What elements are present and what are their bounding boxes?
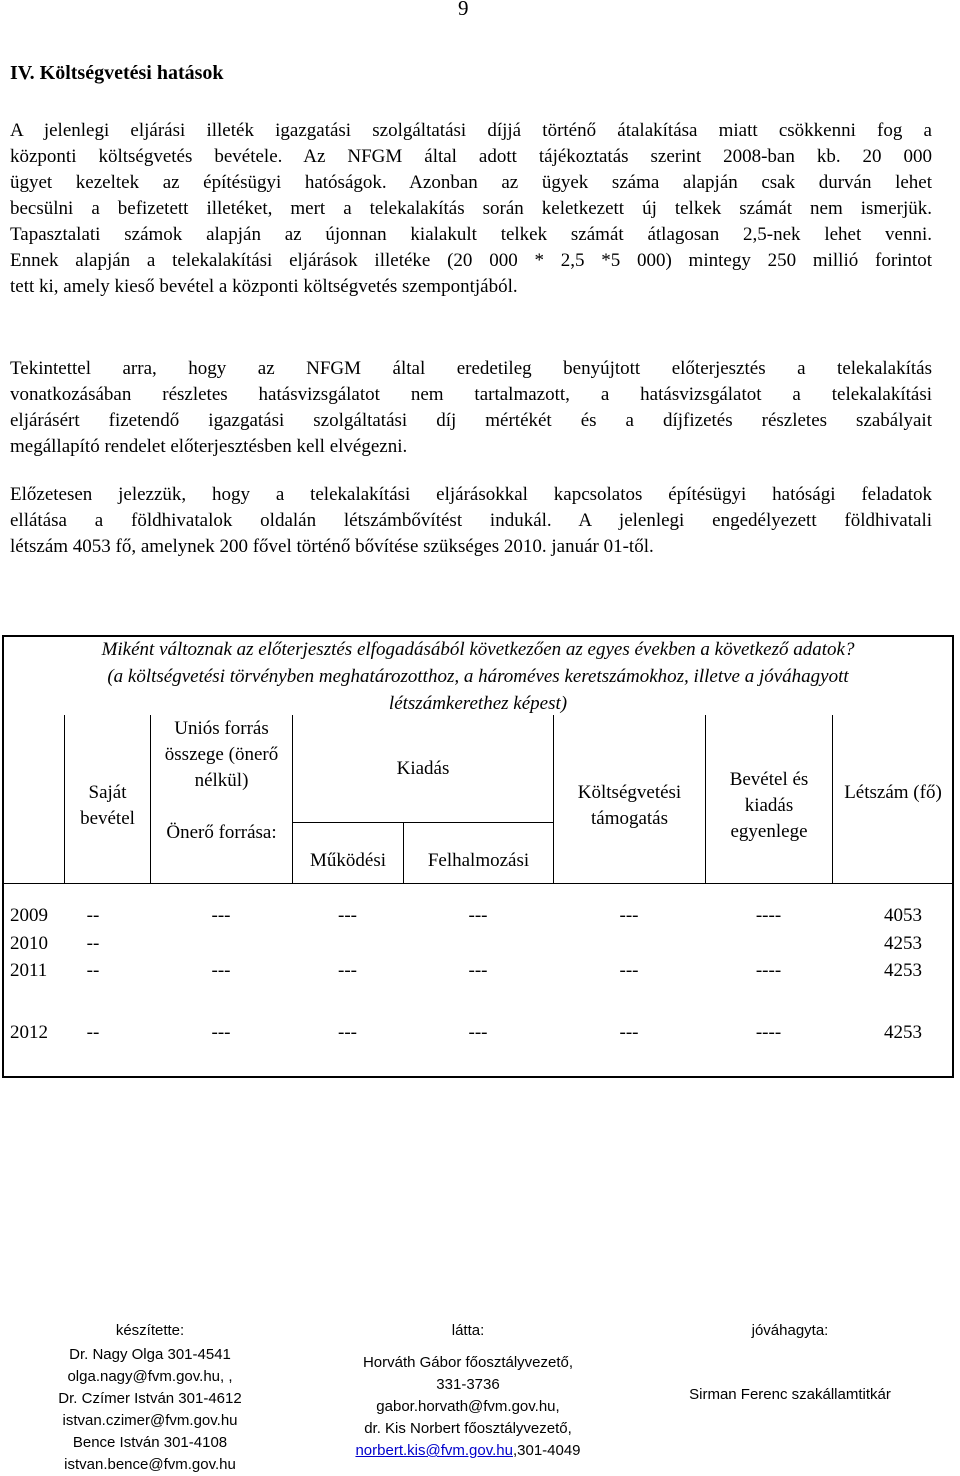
header-felhalmozasi: Felhalmozási	[427, 850, 530, 871]
signature-name: Sirman Ferenc szakállamtitkár	[689, 1386, 891, 1403]
signature-label: jóváhagyta:	[751, 1322, 829, 1339]
table-cell: ---	[211, 905, 231, 926]
paragraph-line: eljárásért fizetendő igazgatási szolgáltatási díj mértékét és a díjfizetés részletes szabályait	[10, 410, 932, 431]
row-year: 2009	[10, 905, 48, 926]
table-cell: ---	[338, 905, 357, 926]
signature-line: Dr. Czímer István 301-4612	[58, 1390, 242, 1407]
paragraph-line: tett ki, amely kieső bevétel a központi költségvetés szempontjából.	[10, 276, 518, 297]
signature-line: Bence István 301-4108	[72, 1434, 228, 1451]
header-letszam: Létszám (fő)	[844, 782, 942, 803]
header-unios-forras: Uniós forrás összege (önerő nélkül)	[164, 718, 279, 791]
signature-line: Dr. Nagy Olga 301-4541	[69, 1346, 231, 1363]
table-cell: ---	[211, 960, 231, 981]
paragraph-line: Ennek alapján a telekalakítási eljárások illetéke (20 000 * 2,5 *5 000) mintegy 250 millió forintot	[10, 250, 932, 271]
paragraph-staffing	[10, 482, 932, 560]
table-cell: ---	[468, 905, 488, 926]
paragraph-line: Előzetesen jelezzük, hogy a telekalakítási eljárásokkal kapcsolatos építésügyi hatósági feladatok	[10, 484, 932, 505]
email-link[interactable]: norbert.kis@fvm.gov.hu	[355, 1442, 513, 1459]
table-cell: ----	[755, 960, 782, 981]
table-cell: --	[86, 905, 100, 926]
paragraph-line: vonatkozásában részletes hatásvizsgálatot nem tartalmazott, a hatásvizsgálatot a telekalakítási	[10, 384, 932, 405]
table-cell: ----	[755, 1022, 782, 1043]
signature-latta	[318, 1320, 618, 1462]
phone-suffix: ,301-4049	[512, 1442, 581, 1459]
table-cell: --	[86, 1022, 100, 1043]
table-cell: 4253	[884, 1022, 922, 1043]
paragraph-line: Tekintettel arra, hogy az NFGM által eredetileg benyújtott előterjesztés a telekalakítás	[10, 358, 932, 379]
table-cell: 4253	[884, 933, 922, 954]
paragraph-line: létszám 4053 fő, amelynek 200 fővel történő bővítése szükséges 2010. január 01-től.	[10, 536, 654, 557]
table-cell: ---	[338, 1022, 357, 1043]
paragraph-line: becsülni a befizetett illetéket, mert a telekalakítás során keletkezett új telkek számát nem ismerjük.	[10, 198, 932, 219]
table-cell: --	[86, 960, 100, 981]
paragraph-line: A jelenlegi eljárási illeték igazgatási szolgáltatási díjjá történő átalakítása miatt csökkenni fog a	[10, 120, 932, 141]
signature-line: olga.nagy@fvm.gov.hu, ,	[67, 1368, 233, 1385]
paragraph-line: ügyet kezeltek az építésügyi hatóságok. Azonban az ügyek száma alapján csak durván lehet	[10, 172, 932, 193]
signature-label: készítette:	[115, 1322, 185, 1339]
section-heading: IV. Költségvetési hatások	[10, 62, 224, 84]
paragraph-impact-assessment	[10, 356, 932, 460]
row-year: 2010	[10, 933, 48, 954]
table-cell: 4253	[884, 960, 922, 981]
table-cell: 4053	[884, 905, 922, 926]
header-kiadas: Kiadás	[396, 758, 450, 779]
paragraph-line: Tapasztalati számok alapján az újonnan kialakult telkek számát átlagosan 2,5-nek lehet venni.	[10, 224, 932, 245]
table-cell: ----	[755, 905, 782, 926]
table-cell: ---	[619, 960, 639, 981]
table-question: létszámkerethez képest)	[388, 693, 568, 714]
table-cell: ---	[338, 960, 357, 981]
signature-contact	[318, 1440, 618, 1462]
table-divider	[2, 883, 954, 884]
header-mukodesi: Működési	[310, 850, 386, 871]
signature-label: látta:	[451, 1322, 485, 1339]
header-koltsegvetesi-tamogatas: Költségvetési támogatás	[577, 782, 682, 829]
header-sajat-bevetel: Saját bevétel	[80, 782, 135, 829]
row-year: 2012	[10, 1022, 48, 1043]
paragraph-line: ellátása a földhivatalok oldalán létszámbővítést indukál. A jelenlegi engedélyezett földhivatali	[10, 510, 932, 531]
header-onero: Önerő forrása:	[166, 822, 277, 843]
table-question: (a költségvetési törvényben meghatározotthoz, a hároméves keretszámokhoz, illetve a jóváhagyott	[107, 666, 849, 687]
header-egyenleg: Bevétel és kiadás egyenlege	[729, 769, 809, 842]
signature-line: dr. Kis Norbert főosztályvezető,	[364, 1420, 572, 1437]
paragraph-budget-impact	[10, 118, 932, 300]
table-cell: ---	[211, 1022, 231, 1043]
signature-line: istvan.czimer@fvm.gov.hu	[62, 1412, 238, 1429]
table-cell: ---	[619, 1022, 639, 1043]
table-cell: ---	[468, 960, 488, 981]
row-year: 2011	[10, 960, 48, 981]
page-number: 9	[458, 0, 469, 20]
signature-keszitette	[20, 1320, 280, 1476]
table-cell: --	[86, 933, 100, 954]
signature-line: gabor.horvath@fvm.gov.hu,	[376, 1398, 560, 1415]
signature-line: istvan.bence@fvm.gov.hu	[64, 1456, 236, 1473]
paragraph-line: megállapító rendelet előterjesztésben kell elvégezni.	[10, 436, 408, 457]
signature-line: 331-3736	[436, 1376, 500, 1393]
paragraph-line: központi költségvetés bevétele. Az NFGM által adott tájékoztatás szerint 2008-ban kb. 20 000	[10, 146, 932, 167]
table-cell: ---	[619, 905, 639, 926]
table-cell: ---	[468, 1022, 488, 1043]
signature-jovahagyta	[640, 1320, 940, 1406]
table-divider	[292, 822, 553, 823]
table-question: Miként változnak az előterjesztés elfogadásából következően az egyes években a következő adatok?	[101, 639, 855, 660]
signature-line: Horváth Gábor főosztályvezető,	[362, 1354, 574, 1371]
